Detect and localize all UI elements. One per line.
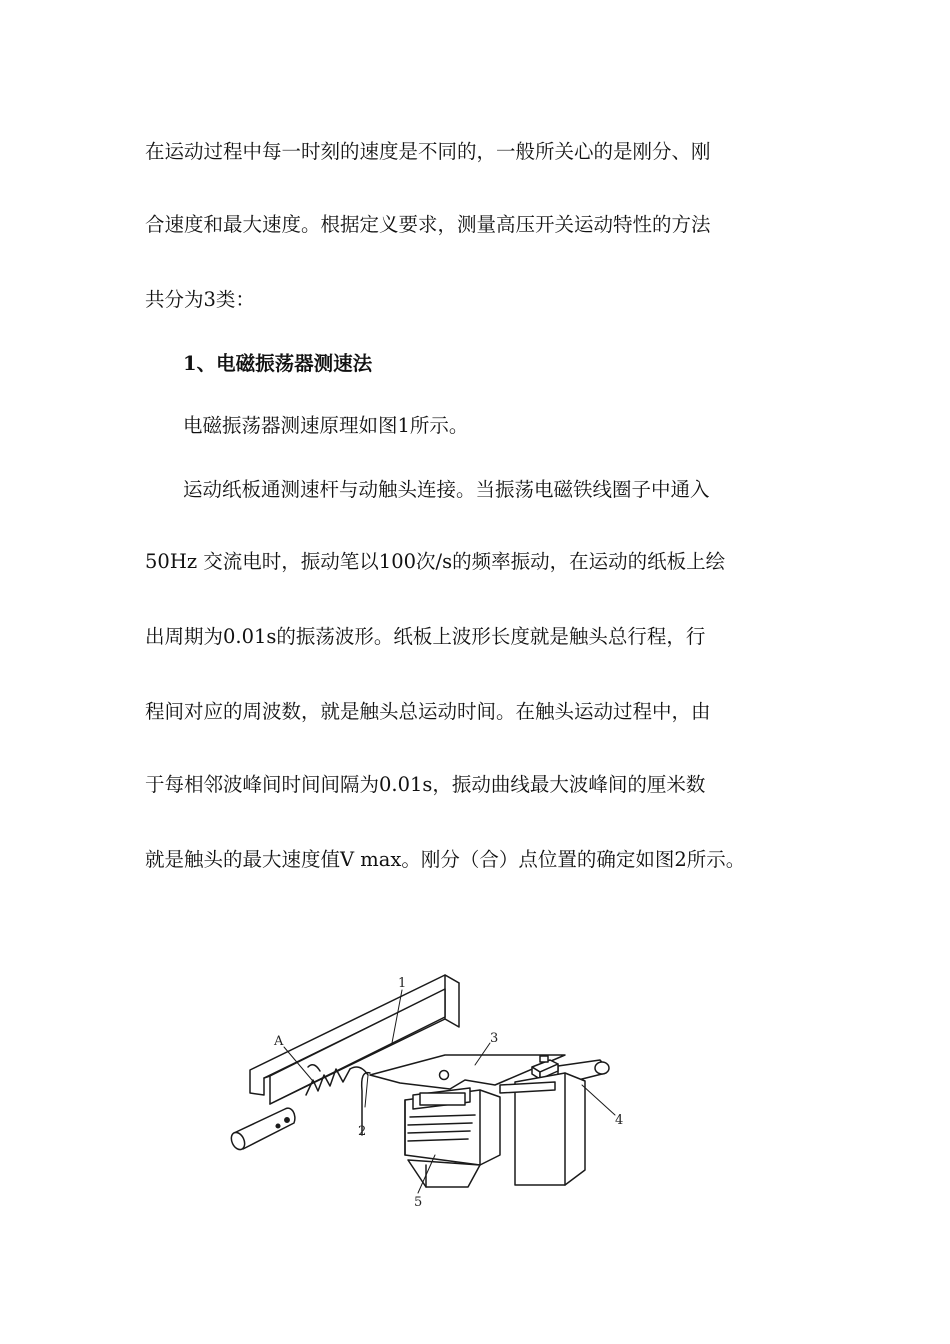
paragraph-line-9: 程间对应的周波数，就是触头总运动时间。在触头运动过程中，由 [145,700,711,723]
section-heading: 1、电磁振荡器测速法 [183,352,373,375]
oscillator-diagram-svg [210,965,630,1215]
magnet-core-box [500,1073,585,1185]
figure-reference-line: 电磁振荡器测速原理如图1所示。 [183,414,469,437]
label-1: 1 [398,976,407,991]
label-a: A [274,1034,284,1049]
paragraph-line-10: 于每相邻波峰间时间间隔为0.01s，振动曲线最大波峰间的厘米数 [145,773,706,796]
label-2: 2 [358,1124,367,1139]
measuring-rod [229,1108,295,1152]
electromagnet-coil [405,1088,500,1187]
paragraph-line-1: 在运动过程中每一时刻的速度是不同的，一般所关心的是刚分、刚 [145,140,711,163]
paragraph-line-3: 共分为3类： [145,288,255,311]
label-3: 3 [490,1031,499,1046]
label-5: 5 [414,1195,423,1210]
paragraph-line-7: 50Hz 交流电时，振动笔以100次/s的频率振动，在运动的纸板上绘 [145,550,726,573]
paragraph-line-2: 合速度和最大速度。根据定义要求，测量高压开关运动特性的方法 [145,213,711,236]
paragraph-line-8: 出周期为0.01s的振荡波形。纸板上波形长度就是触头总行程，行 [145,625,706,648]
paragraph-line-6: 运动纸板通测速杆与动触头连接。当振荡电磁铁线圈子中通入 [183,478,710,501]
oscillator-diagram [210,965,630,1215]
paragraph-line-11: 就是触头的最大速度值V max。刚分（合）点位置的确定如图2所示。 [145,848,746,871]
label-4: 4 [615,1113,624,1128]
